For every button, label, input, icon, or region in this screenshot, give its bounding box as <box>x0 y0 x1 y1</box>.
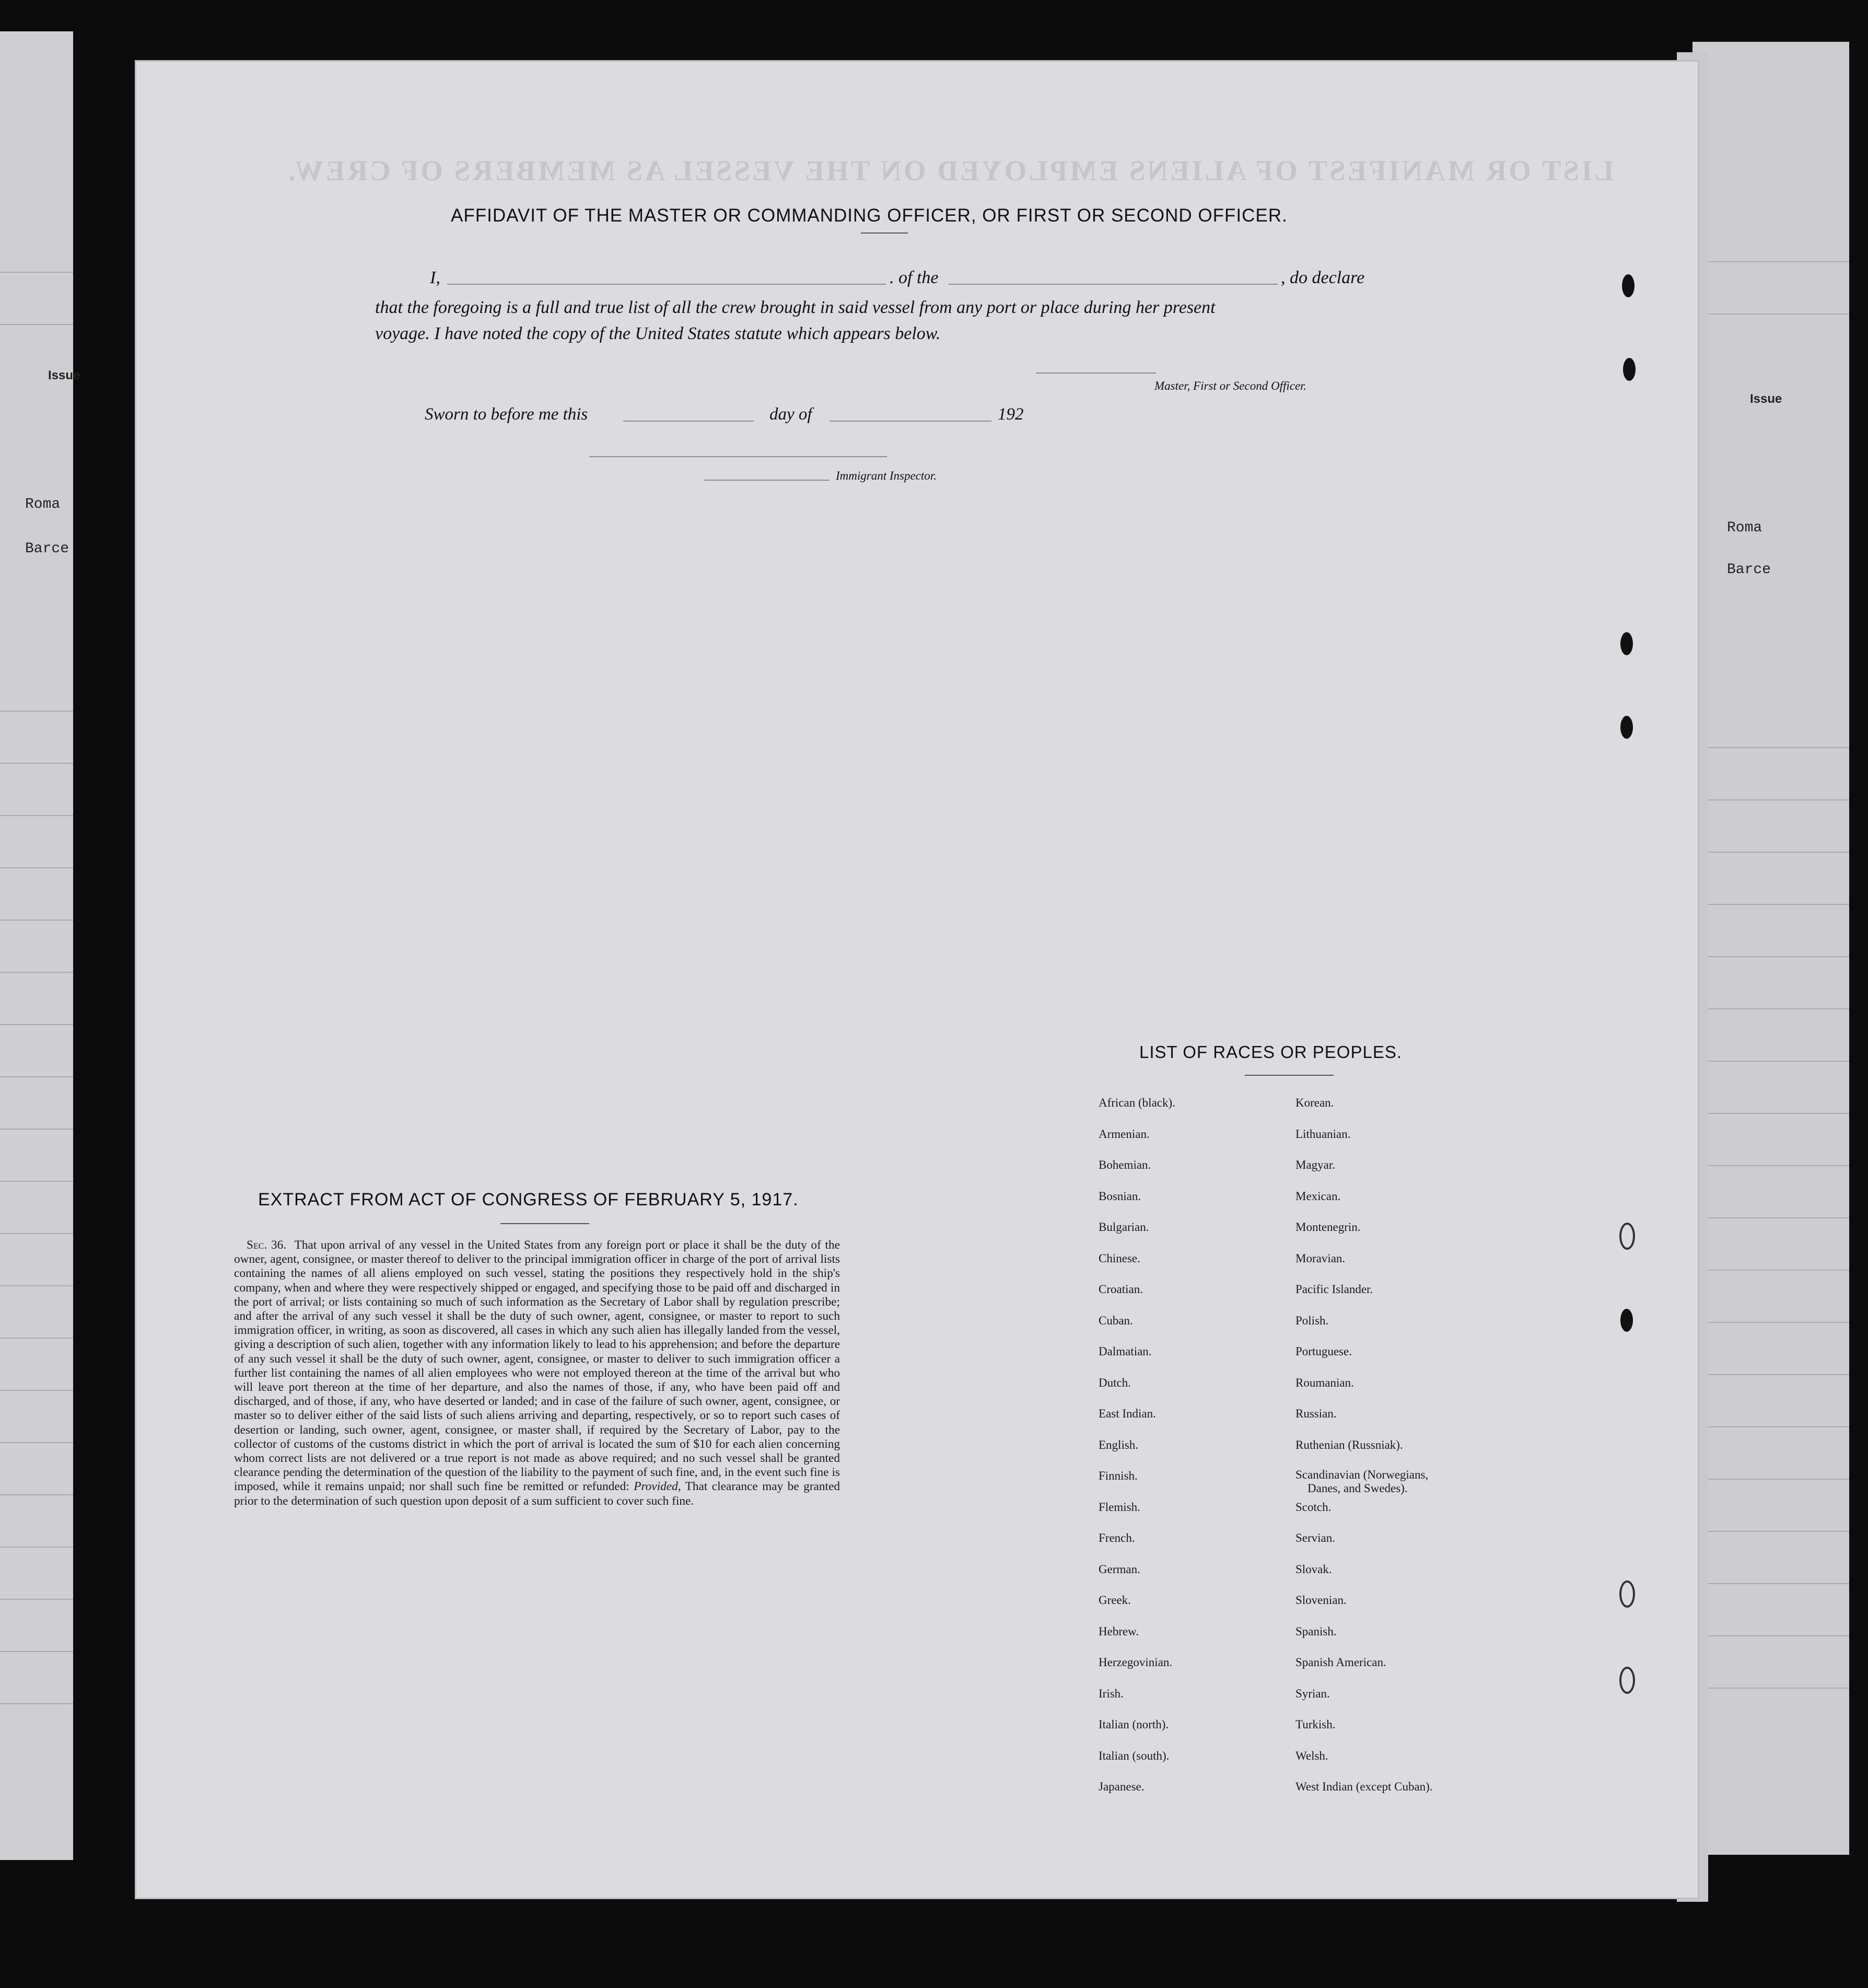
right-barce-label: Barce <box>1727 562 1771 578</box>
race-item: Mexican. <box>1295 1190 1341 1203</box>
race-item: Syrian. <box>1295 1687 1330 1700</box>
race-item: Scotch. <box>1295 1501 1332 1514</box>
race-item: Lithuanian. <box>1295 1127 1351 1141</box>
affidavit-title-rule <box>861 232 908 234</box>
race-item: English. <box>1099 1438 1139 1451</box>
races-title-rule <box>1245 1075 1334 1076</box>
punch-hole <box>1622 274 1634 297</box>
affidavit-line-2: that the foregoing is a full and true list of all the crew brought in said vessel from any port or place during her present <box>375 298 1216 317</box>
race-item: Croatian. <box>1099 1283 1143 1296</box>
punch-hole <box>1620 716 1633 739</box>
race-item: Pacific Islander. <box>1295 1283 1373 1296</box>
race-item: Japanese. <box>1099 1780 1145 1793</box>
day-of-label: day of <box>769 405 812 424</box>
affidavit-of-the-label: . of the <box>890 268 939 287</box>
ghost-heading: LIST OR MANIFEST OF ALIENS EMPLOYED ON THE VESSEL AS MEMBERS OF CREW. <box>286 155 1614 187</box>
sworn-day-line <box>623 421 754 422</box>
left-roma-label: Roma <box>25 496 61 513</box>
race-item: Finnish. <box>1099 1469 1138 1482</box>
vessel-blank-line <box>949 284 1278 285</box>
extract-text-b: That clearance may be granted prior to the determination of such question upon deposit of a sum sufficient to cover such fine. <box>234 1480 840 1508</box>
race-item: Welsh. <box>1295 1749 1328 1762</box>
race-item: Italian (north). <box>1099 1718 1169 1731</box>
main-page <box>135 60 1699 1899</box>
race-item: Roumanian. <box>1295 1376 1354 1389</box>
master-signature-line <box>1036 373 1156 374</box>
race-item: Montenegrin. <box>1295 1220 1361 1234</box>
races-title: LIST OF RACES OR PEOPLES. <box>1139 1042 1403 1062</box>
race-item: Bohemian. <box>1099 1158 1151 1171</box>
sworn-month-line <box>830 421 991 422</box>
affidavit-i-label: I, <box>430 268 440 287</box>
race-item: Spanish. <box>1295 1625 1337 1638</box>
race-item: Hebrew. <box>1099 1625 1139 1638</box>
race-item: Servian. <box>1295 1531 1336 1544</box>
section-number: Sec. 36. <box>247 1238 287 1252</box>
master-signature-label: Master, First or Second Officer. <box>1154 379 1307 392</box>
race-item: West Indian (except Cuban). <box>1295 1780 1433 1793</box>
race-item: Irish. <box>1099 1687 1124 1700</box>
punch-hole <box>1619 1223 1635 1250</box>
race-item: French. <box>1099 1531 1135 1544</box>
inspector-short-line <box>704 480 830 481</box>
race-item: German. <box>1099 1563 1140 1576</box>
left-issue-label: Issue <box>48 368 80 382</box>
race-item: Slovak. <box>1295 1563 1332 1576</box>
race-item: Herzegovinian. <box>1099 1656 1173 1669</box>
extract-text-a: That upon arrival of any vessel in the United States from any foreign port or place it shall be the duty of the owner, agent, consignee, or master thereof to deliver to the principal immigration officer in charge of the port of arrival lists containing the names of all aliens employed on such vessel, stating the positions they respectively hold in the ship's company, when and where they were respectively shipped or engaged, and specifying those to be paid off and discharged in the port of arrival; or lists containing so much of such information as the Secretary of Labor shall by regulation prescribe; and after the arrival of any such vessel it shall be the duty of such owner, agent, consignee, or master to report to such immigration officer, in writing, as soon as discovered, all cases in which any such alien has illegally landed from the vessel, giving a description of such alien, together with any information likely to lead to his apprehension; and before the departure of any such vessel it shall be the duty of such owner, agent, consignee, or master to deliver to such immigration officer a further list containing the names of all alien employees who were not employed thereon at the time of the arrival but who will leave port thereon at the time of her departure, and also the names of those, if any, who have been paid off and discharged, and of those, if any, who have deserted or landed; and in case of the failure of such owner, agent, consignee, or master so to deliver either of the said lists of such aliens arriving and departing, respectively, or so to report such cases of desertion or landing, such owner, agent, consignee, or master shall, if required by the Secretary of Labor, pay to the collector of customs of the customs district in which the port of arrival is located the sum of $10 for each alien concerning whom correct lists are not delivered or a true report is not made as above required; and no such vessel shall be granted clearance pending the determination of the question of the liability to the payment of such fine, and, in the event such fine is imposed, while it remains unpaid; nor shall such fine be remitted or refunded: <box>234 1238 840 1494</box>
race-item: Bosnian. <box>1099 1190 1141 1203</box>
sworn-label: Sworn to before me this <box>425 405 588 424</box>
right-adjacent-sheet <box>1692 42 1849 1855</box>
race-item: Moravian. <box>1295 1252 1346 1265</box>
race-item: African (black). <box>1099 1096 1175 1109</box>
race-item: Scandinavian (Norwegians, <box>1295 1468 1429 1481</box>
race-item: East Indian. <box>1099 1407 1156 1420</box>
race-item: Dalmatian. <box>1099 1345 1152 1358</box>
punch-hole <box>1619 1580 1635 1608</box>
punch-hole <box>1620 1309 1633 1332</box>
race-item: Portuguese. <box>1295 1345 1352 1358</box>
punch-hole <box>1623 358 1636 381</box>
name-blank-line <box>447 284 886 285</box>
affidavit-line-3: voyage. I have noted the copy of the United States statute which appears below. <box>375 324 941 343</box>
extract-title: EXTRACT FROM ACT OF CONGRESS OF FEBRUARY 5, 1917. <box>258 1190 799 1210</box>
race-item: Magyar. <box>1295 1158 1336 1171</box>
year-label: 192 <box>998 405 1024 424</box>
extract-body <box>234 1238 840 1508</box>
race-item-continuation: Danes, and Swedes). <box>1307 1482 1408 1495</box>
inspector-label: Immigrant Inspector. <box>836 469 937 482</box>
right-roma-label: Roma <box>1727 520 1762 536</box>
race-item: Greek. <box>1099 1594 1131 1607</box>
race-item: Italian (south). <box>1099 1749 1170 1762</box>
provided-label: Provided, <box>634 1480 681 1494</box>
race-item: Ruthenian (Russniak). <box>1295 1438 1403 1451</box>
race-item: Russian. <box>1295 1407 1337 1420</box>
race-item: Chinese. <box>1099 1252 1140 1265</box>
race-item: Bulgarian. <box>1099 1220 1149 1234</box>
race-item: Slovenian. <box>1295 1594 1347 1607</box>
race-item: Spanish American. <box>1295 1656 1386 1669</box>
race-item: Armenian. <box>1099 1127 1150 1141</box>
race-item: Polish. <box>1295 1314 1329 1327</box>
punch-hole <box>1619 1667 1635 1694</box>
inspector-signature-line <box>589 456 887 457</box>
race-item: Turkish. <box>1295 1718 1336 1731</box>
extract-title-rule <box>500 1223 589 1224</box>
affidavit-declare-label: , do declare <box>1281 268 1365 287</box>
race-item: Dutch. <box>1099 1376 1131 1389</box>
race-item: Flemish. <box>1099 1501 1140 1514</box>
affidavit-title: AFFIDAVIT OF THE MASTER OR COMMANDING OFFICER, OR FIRST OR SECOND OFFICER. <box>451 205 1288 226</box>
race-item: Korean. <box>1295 1096 1334 1109</box>
left-adjacent-sheet <box>0 31 80 1860</box>
right-issue-label: Issue <box>1750 392 1782 406</box>
punch-hole <box>1620 632 1633 655</box>
left-barce-label: Barce <box>25 541 69 557</box>
race-item: Cuban. <box>1099 1314 1133 1327</box>
